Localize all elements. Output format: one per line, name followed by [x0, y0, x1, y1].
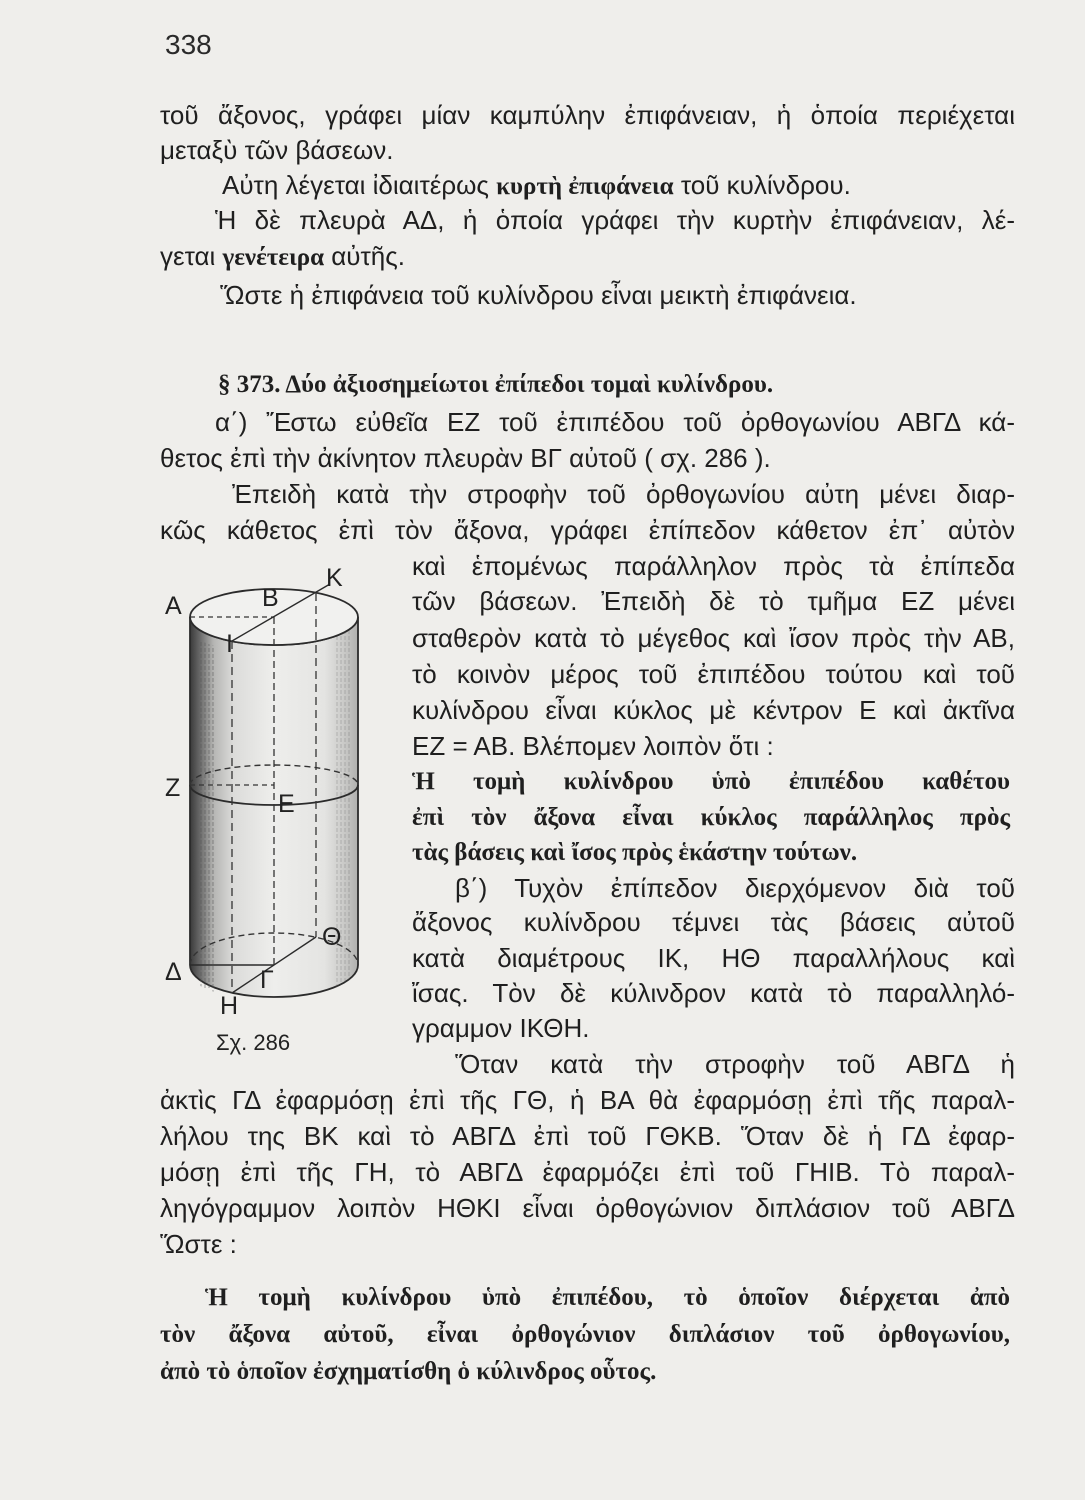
text-line: ληγόγραμμον λοιπὸν ΗΘΚΙ εἶναι ὀρθογώνιον διπλάσιον τοῦ ΑΒΓΔ: [160, 1193, 1015, 1223]
text-line: τοῦ ἄξονος, γράφει μίαν καμπύλην ἐπιφάνειαν, ἡ ὁποία περιέχεται: [160, 100, 1015, 130]
text-line: ἀκτὶς ΓΔ ἐφαρμόσῃ ἐπὶ τῆς ΓΘ, ἡ ΒΑ θὰ ἐφαρμόσῃ ἐπὶ τῆς παραλ-: [160, 1085, 1015, 1115]
theorem-line: Ἡ τομὴ κυλίνδρου ὑπὸ ἐπιπέδου καθέτου: [412, 768, 1010, 795]
text-line: ΕΖ = ΑΒ. Βλέπομεν λοιπὸν ὅτι :: [412, 731, 774, 761]
label-I: Ι: [226, 630, 233, 658]
text-line: τῶν βάσεων. Ἐπειδὴ δὲ τὸ τμῆμα ΕΖ μένει: [412, 586, 1015, 616]
label-G: Γ: [260, 966, 274, 994]
theorem-line: τὰς βάσεις καὶ ἴσος πρὸς ἑκάστην τούτων.: [412, 839, 858, 866]
cylinder-hatching: [198, 640, 214, 992]
term-convex-surface: κυρτὴ ἐπιφάνεια: [496, 173, 674, 200]
text-line: Ὥστε ἡ ἐπιφάνεια τοῦ κυλίνδρου εἶναι μεικτὴ ἐπιφάνεια.: [220, 280, 857, 310]
text-segment: αὐτῆς.: [324, 241, 406, 271]
label-E: Ε: [278, 790, 295, 818]
text-line: α΄) Ἔστω εὐθεῖα ΕΖ τοῦ ἐπιπέδου τοῦ ὀρθογωνίου ΑΒΓΔ κά-: [215, 407, 1015, 437]
text-line: κυλίνδρου εἶναι κύκλος μὲ κέντρον Ε καὶ ἀκτῖνα: [412, 695, 1015, 725]
text-segment: Αὐτη λέγεται ἰδιαιτέρως: [222, 170, 497, 200]
text-line: κατὰ διαμέτρους ΙΚ, ΗΘ παραλλήλους καὶ: [412, 943, 1015, 973]
text-line: [222, 168, 1015, 202]
text-line: γραμμον ΙΚΘΗ.: [412, 1013, 590, 1043]
figure-caption: Σχ. 286: [216, 1030, 291, 1055]
text-line: θετος ἐπὶ τὴν ἀκίνητον πλευρὰν ΒΓ αὐτοῦ ( σχ. 286 ).: [160, 443, 771, 473]
theorem-line: τὸν ἄξονα αὐτοῦ, εἶναι ὀρθογώνιον διπλάσιον τοῦ ὀρθογωνίου,: [160, 1321, 1010, 1348]
text-line: καὶ ἑπομένως παράλληλον πρὸς τὰ ἐπίπεδα: [412, 551, 1015, 581]
theorem-line: ἀπὸ τὸ ὁποῖον ἐσχηματίσθη ὁ κύλινδρος οὗτος.: [160, 1358, 657, 1385]
text-line: ἴσας. Τὸν δὲ κύλινδρον κατὰ τὸ παραλληλό-: [412, 978, 1015, 1008]
theorem-line: Ἡ τομὴ κυλίνδρου ὑπὸ ἐπιπέδου, τὸ ὁποῖον διέρχεται ἀπὸ: [205, 1284, 1010, 1311]
text-line: μεταξὺ τῶν βάσεων.: [160, 135, 394, 165]
theorem-line: ἐπὶ τὸν ἄξονα εἶναι κύκλος παράλληλος πρὸς: [412, 804, 1010, 831]
figure-cylinder: [160, 550, 400, 1070]
label-D: Δ: [165, 958, 182, 986]
label-Theta: Θ: [322, 923, 342, 951]
text-line: [160, 239, 1015, 273]
text-line: ἄξονος κυλίνδρου τέμνει τὰς βάσεις αὐτοῦ: [412, 907, 1015, 937]
text-line: Ὥστε :: [160, 1229, 237, 1259]
text-line: Ὅταν κατὰ τὴν στροφὴν τοῦ ΑΒΓΔ ἡ: [455, 1049, 1015, 1079]
text-line: λήλου της ΒΚ καὶ τὸ ΑΒΓΔ ἐπὶ τοῦ ΓΘΚΒ. Ὅταν δὲ ἡ ΓΔ ἐφαρ-: [160, 1121, 1015, 1151]
text-line: Ἐπειδὴ κατὰ τὴν στροφὴν τοῦ ὀρθογωνίου αὐτη μένει διαρ-: [232, 479, 1015, 509]
label-K: Κ: [326, 564, 343, 592]
text-line: Ἡ δὲ πλευρὰ ΑΔ, ἡ ὁποία γράφει τὴν κυρτὴν ἐπιφάνειαν, λέ-: [215, 205, 1015, 235]
text-segment: τοῦ κυλίνδρου.: [673, 170, 851, 200]
text-line: κῶς κάθετος ἐπὶ τὸν ἄξονα, γράφει ἐπίπεδον κάθετον ἐπ᾿ αὐτὸν: [160, 515, 1015, 545]
text-line: σταθερὸν κατὰ τὸ μέγεθος καὶ ἴσον πρὸς τὴν ΑΒ,: [412, 623, 1015, 653]
label-H: Η: [220, 992, 239, 1020]
label-Z: Ζ: [165, 774, 181, 802]
term-generatrix: γενέτειρα: [222, 244, 325, 271]
section-heading: § 373. Δύο ἀξιοσημείωτοι ἐπίπεδοι τομαὶ κυλίνδρου.: [218, 371, 774, 398]
label-B: Β: [262, 584, 279, 612]
page-number: 338: [165, 29, 212, 60]
text-line: β΄) Τυχὸν ἐπίπεδον διερχόμενον διὰ τοῦ: [455, 873, 1015, 903]
text-line: μόσῃ ἐπὶ τῆς ΓΗ, τὸ ΑΒΓΔ ἐφαρμόζει ἐπὶ τοῦ ΓΗΙΒ. Τὸ παραλ-: [160, 1157, 1015, 1187]
label-A: Α: [165, 592, 182, 620]
text-segment: γεται: [160, 241, 223, 271]
text-line: τὸ κοινὸν μέρος τοῦ ἐπιπέδου τούτου καὶ τοῦ: [412, 659, 1015, 689]
